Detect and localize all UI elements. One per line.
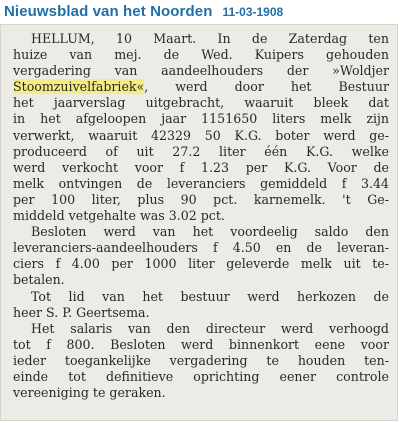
article-line: heer S. P. Geertsema. [13,304,150,320]
article-line: ciers f 4.00 per 1000 liter geleverde melk uit te- [13,256,389,272]
article-line: leveranciers-aandeelhouders f 4.50 en de leveran- [13,240,389,256]
article-line: melk ontvingen de leveranciers gemiddeld f 3.44 [13,175,389,191]
article-line: vereeniging te geraken. [13,385,166,401]
article-line: Het salaris van den directeur werd verhoogd [31,320,389,336]
highlighted-term: Stoomzuivelfabriek« [13,79,145,95]
article-body [13,31,389,401]
article-line: in het afgeloopen jaar 1151650 liters melk zijn [13,111,389,127]
article-line: het jaarverslag uitgebracht, waaruit bleek dat [13,95,389,111]
article-line: ieder toegankelijke vergadering te houden ten- [13,352,389,368]
article-line-rest: , werd door het Bestuur [144,79,389,95]
newspaper-title: Nieuwsblad van het Noorden [4,3,213,20]
article-line: middeld vetgehalte was 3.02 pct. [13,208,225,224]
article-line [13,79,389,95]
article-line: produceerd of uit 27.2 liter één K.G. welke [13,143,389,159]
publication-date: 11-03-1908 [222,5,284,19]
article-line: einde tot definitieve oprichting eener controle [13,368,389,384]
article-line: HELLUM, 10 Maart. In de Zaterdag ten [31,31,389,46]
article-line: Tot lid van het bestuur werd herkozen de [31,288,389,304]
article-line: verwerkt, waaruit 42329 50 K.G. boter werd ge- [13,127,389,143]
article-line: betalen. [13,272,65,288]
article-line: werd verkocht voor f 1.23 per K.G. Voor de [13,159,389,175]
article-line: huize van mej. de Wed. Kuipers gehouden [13,47,389,63]
article-line: tot f 800. Besloten werd binnenkort eene voor [13,336,389,352]
article-line: per 100 liter, plus 90 pct. karnemelk. 't Ge- [13,191,389,207]
article-line: Besloten werd van het voordeelig saldo den [31,224,389,240]
newspaper-clipping [0,24,398,421]
header [4,3,283,25]
article-line: vergadering van aandeelhouders der »Woldjer [13,63,389,79]
